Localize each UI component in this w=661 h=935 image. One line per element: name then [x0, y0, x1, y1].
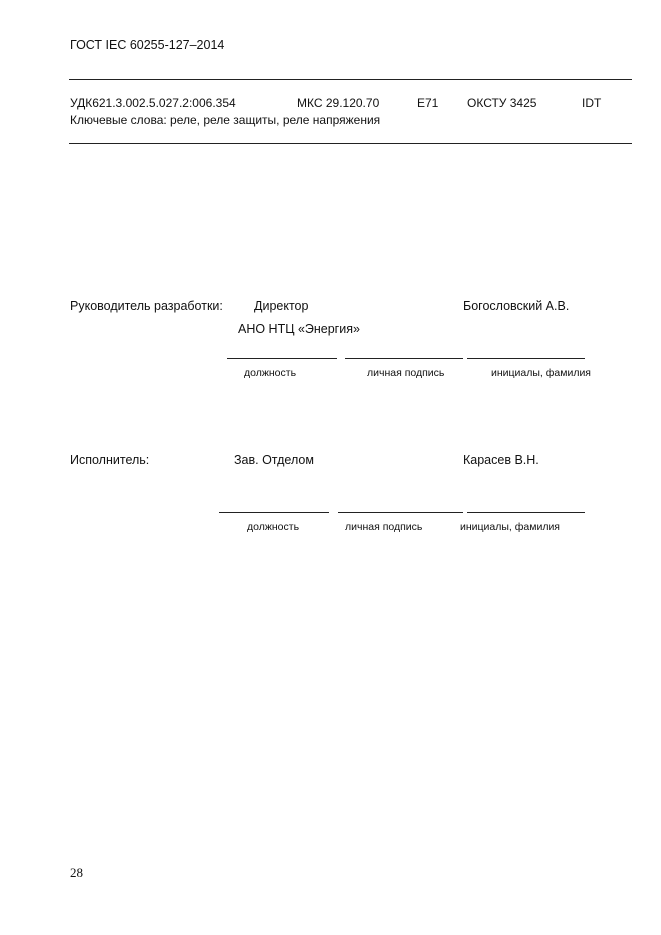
- developer-caption-position: должность: [244, 367, 297, 379]
- developer-name-line: [467, 358, 585, 359]
- executor-name: Карасев В.Н.: [463, 453, 539, 467]
- developer-position: Директор: [254, 299, 309, 313]
- developer-name: Богословский А.В.: [463, 299, 570, 313]
- executor-signature-line: [338, 512, 463, 513]
- standard-designation: ГОСТ IEC 60255-127–2014: [70, 38, 225, 52]
- executor-caption-name: инициалы, фамилия: [460, 521, 560, 533]
- e-code: Е71: [417, 96, 439, 110]
- developer-caption-signature: личная подпись: [367, 367, 445, 379]
- idt-code: IDT: [582, 96, 602, 110]
- keywords: Ключевые слова: реле, реле защиты, реле напряжения: [70, 113, 381, 127]
- developer-organization: АНО НТЦ «Энергия»: [238, 322, 360, 336]
- executor-name-line: [467, 512, 585, 513]
- mks-code: МКС 29.120.70: [297, 96, 380, 110]
- developer-position-line: [227, 358, 337, 359]
- executor-role-label: Исполнитель:: [70, 453, 150, 467]
- page-number: 28: [70, 865, 83, 880]
- executor-caption-position: должность: [247, 521, 300, 533]
- executor-position: Зав. Отделом: [234, 453, 314, 467]
- udk-code: УДК621.3.002.5.027.2:006.354: [70, 96, 236, 110]
- bottom-rule: [69, 143, 632, 144]
- executor-caption-signature: личная подпись: [345, 521, 423, 533]
- developer-caption-name: инициалы, фамилия: [491, 367, 591, 379]
- okstu-code: ОКСТУ 3425: [467, 96, 537, 110]
- executor-position-line: [219, 512, 329, 513]
- developer-signature-line: [345, 358, 463, 359]
- top-rule: [69, 79, 632, 80]
- developer-role-label: Руководитель разработки:: [70, 299, 223, 313]
